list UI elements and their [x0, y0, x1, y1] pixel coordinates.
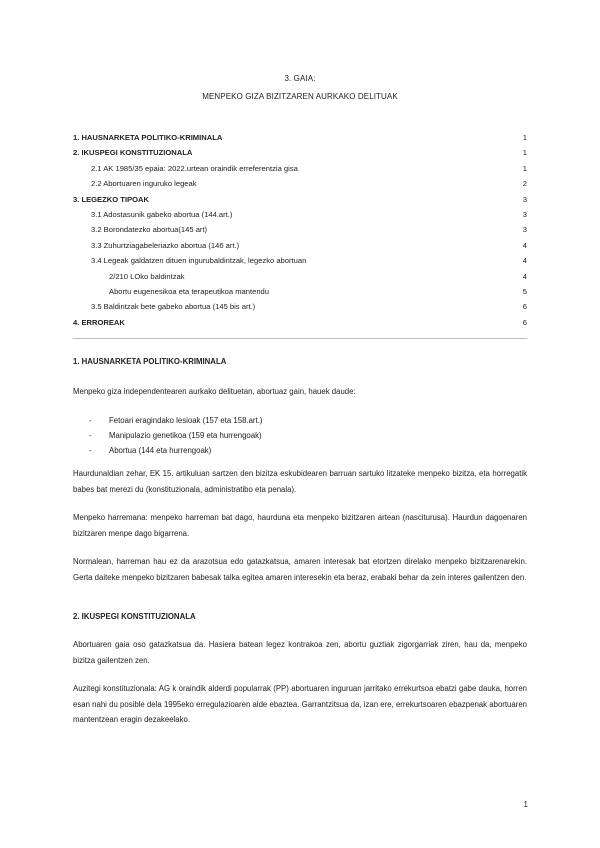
- toc-entry-label: Abortu eugenesikoa eta terapeutikoa mantendu: [109, 286, 270, 296]
- toc-entry-label: 3.2 Borondatezko abortua(145 art): [91, 225, 208, 235]
- bullet-dash: -: [89, 431, 92, 440]
- chapter-title: 3. GAIA:: [284, 74, 316, 83]
- table-of-contents: [73, 130, 527, 330]
- toc-entry-page: 3: [522, 209, 527, 219]
- toc-entry-label: 3.5 Baldintzak bete gabeko abortua (145 bis art.): [91, 302, 256, 312]
- toc-entry[interactable]: [73, 269, 527, 284]
- toc-entry-label: 3.4 Legeak galdatzen dituen ingurubaldintzak, legezko abortuan: [91, 256, 307, 266]
- section-2-heading: 2. IKUSPEGI KONSTITUZIONALA: [73, 612, 196, 621]
- toc-entry[interactable]: [73, 222, 527, 237]
- paragraph: Menpeko harremana: menpeko harreman bat dago, haurduna eta menpeko bizitzaren artean (nasciturusa). Haurdun dagoenaren bizitzaren menpe dago bigarrena.: [73, 513, 527, 538]
- toc-entry-label: 3.1 Adostasunik gabeko abortua (144.art.): [91, 209, 233, 219]
- paragraph: Auzitegi konstituzionala: AG k oraindik alderdi popularrak (PP) abortuaren inguruan jarritako errekurtsoa ebatzi gabe dauka, horren esan nahi du posible dela 1995eko erregulazioaren alde ebaztea. Garrantzitsua da, izan ere, errekurtsoaren ebazpenak abortuaren mantentzean eragin dezakeelako.: [73, 684, 527, 725]
- toc-entry-label: 1. HAUSNARKETA POLITIKO-KRIMINALA: [73, 133, 223, 142]
- toc-entry-label: 3. LEGEZKO TIPOAK: [73, 194, 149, 204]
- list-item: - Abortua (144 eta hurrengoak): [89, 443, 211, 458]
- toc-entry-page: 4: [522, 240, 527, 250]
- bullet-dash: -: [89, 416, 92, 425]
- paragraph: Normalean, harreman hau ez da arazotsua edo gatazkatsua, amaren interesak bat etortzen direlako menpeko bizitzarenarekin. Gerta daiteke menpeko bizitzaren babesak talka egitea amaren interesekin eta beraz, erabaki behar da zein interes gailentzen den.: [73, 557, 527, 582]
- toc-entry[interactable]: [73, 161, 527, 176]
- toc-entry-page: 2: [522, 179, 527, 189]
- bullet-dash: -: [89, 446, 92, 455]
- toc-entry-label: 2/210 LOko baldintzak: [109, 271, 185, 281]
- toc-entry[interactable]: [73, 299, 527, 314]
- paragraph: Haurdunaldian zehar, EK 15. artikuluan sartzen den bizitza eskubidearen barruan sartuko litzateke menpeko bizitza, eta horregatik babes bat merezi du (konstituzionala, administratibo eta penala).: [73, 469, 527, 494]
- toc-entry-page: 6: [522, 317, 527, 327]
- toc-entry[interactable]: [73, 176, 527, 191]
- section-1-heading: 1. HAUSNARKETA POLITIKO-KRIMINALA: [73, 357, 227, 366]
- toc-entry[interactable]: [73, 284, 527, 299]
- toc-entry-page: 4: [522, 256, 527, 266]
- document-title: MENPEKO GIZA BIZITZAREN AURKAKO DELITUAK: [202, 92, 398, 101]
- toc-entry-page: 3: [522, 194, 527, 204]
- toc-entry[interactable]: [73, 192, 527, 207]
- toc-entry[interactable]: [73, 253, 527, 268]
- toc-entry-page: 1: [522, 133, 527, 142]
- toc-entry[interactable]: [73, 315, 527, 330]
- toc-entry[interactable]: [73, 207, 527, 222]
- toc-entry[interactable]: [73, 145, 527, 160]
- toc-entry-label: 2.2 Abortuaren inguruko legeak: [91, 179, 197, 189]
- toc-entry[interactable]: [73, 238, 527, 253]
- toc-entry-page: 1: [522, 148, 527, 158]
- toc-entry-page: 4: [522, 271, 527, 281]
- paragraph: Abortuaren gaia oso gatazkatsua da. Hasiera batean legez kontrakoa zen, abortu guztiak zigorgarriak ziren, hau da, menpeko bizitza gailentzen zen.: [73, 640, 527, 665]
- toc-entry-label: 2.1 AK 1985/35 epaia: 2022.urtean oraindik erreferentzia gisa: [91, 163, 298, 173]
- section-1-intro: Menpeko giza independentearen aurkako delituetan, abortuaz gain, hauek daude:: [73, 387, 356, 396]
- toc-entry-label: 3.3 Zuhurtziagabeleriazko abortua (146 art.): [91, 240, 240, 250]
- list-item: - Manipulazio genetikoa (159 eta hurrengoak): [89, 428, 262, 443]
- list-item: - Fetoari eragindako lesioak (157 eta 158.art.): [89, 413, 262, 428]
- toc-entry-page: 3: [522, 225, 527, 235]
- toc-entry-label: 2. IKUSPEGI KONSTITUZIONALA: [73, 148, 193, 158]
- toc-entry-page: 6: [522, 302, 527, 312]
- toc-divider: [73, 338, 527, 339]
- page-number: 1: [523, 800, 528, 809]
- toc-entry-page: 1: [522, 163, 527, 173]
- toc-entry-label: 4. ERROREAK: [73, 317, 125, 327]
- toc-entry[interactable]: [73, 130, 527, 145]
- toc-entry-page: 5: [522, 286, 527, 296]
